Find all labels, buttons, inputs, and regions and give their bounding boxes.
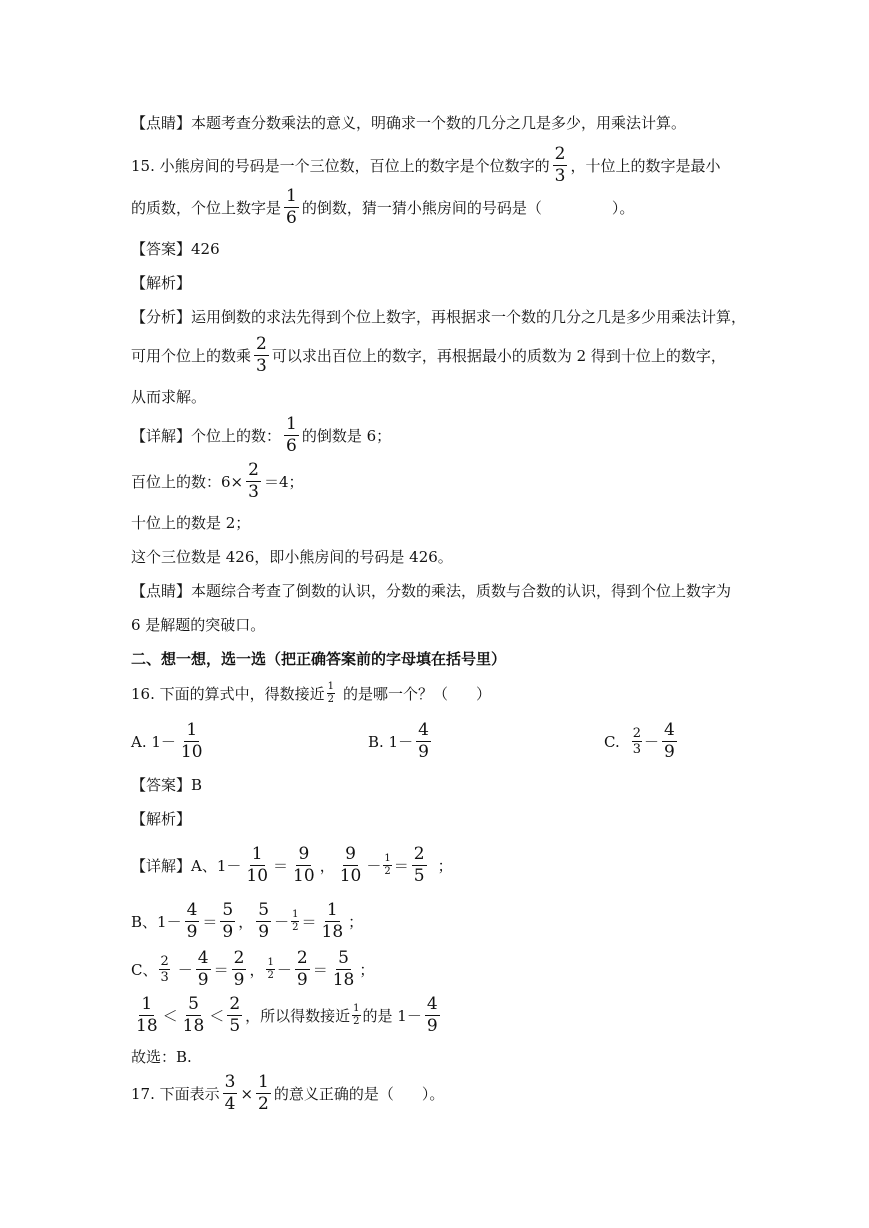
fraction-1-6: $\frac{1}{6}$ [286, 414, 297, 456]
answer-15: 【答案】426 [131, 240, 220, 258]
option-a: A. 1－ $\frac{1}{10}$ [131, 720, 203, 762]
xiangjie-15-line3: 十位上的数是 2； [131, 514, 251, 532]
fenxi-line1: 【分析】运用倒数的求法先得到个位上数字，再根据求一个数的几分之几是多少用乘法计算， [131, 308, 747, 326]
question-15-line2: 的质数，个位上数字是 $\frac{1}{6}$ 的倒数，猜一猜小熊房间的号码是（ ）。 [131, 186, 635, 228]
fraction-1-2: $\frac{1}{2}$ [327, 681, 334, 705]
fenxi-line3: 从而求解。 [131, 388, 207, 406]
fraction-2-3: $\frac{2}{3}$ [256, 334, 267, 376]
question-15-line1: 15. 小熊房间的号码是一个三位数，百位上的数字是个位数字的 $\frac{2}{3}$ ，十位上的数字是最小 [131, 144, 721, 186]
jiexi-15: 【解析】 [131, 274, 192, 292]
xiangjie-16-c: C、 $\frac{2}{3}$ － $\frac{4}{9}$ ＝ $\frac{2}{9}$ ， $\frac{1}{2}$ － $\frac{2}{9}$ ＝ $\frac{5}{18}$ ； [131, 948, 375, 990]
xiangjie-16-compare: $\frac{1}{18}$ ＜ $\frac{5}{18}$ ＜ $\frac{2}{5}$ ，所以得数接近 $\frac{1}{2}$ 的是 1－ $\frac{4}{9}$ [136, 994, 438, 1036]
option-c: C. $\frac{2}{3}$ － $\frac{4}{9}$ [604, 720, 675, 762]
question-17: 17. 下面表示 $\frac{3}{4}$ × $\frac{1}{2}$ 的意义正确的是（ ）。 [131, 1072, 445, 1114]
fraction-1-6: $\frac{1}{6}$ [286, 186, 297, 228]
dianjing-15-line2: 6 是解题的突破口。 [131, 616, 266, 634]
fenxi-line2: 可用个位上的数乘 $\frac{2}{3}$ 可以求出百位上的数字，再根据最小的质数为 2 得到十位上的数字， [131, 334, 726, 376]
xiangjie-16-b: B、1－ $\frac{4}{9}$ ＝ $\frac{5}{9}$ ， $\frac{5}{9}$ － $\frac{1}{2}$ ＝ $\frac{1}{18}$ ； [131, 900, 364, 942]
xiangjie-16-a: 【详解】A、1－ $\frac{1}{10}$ ＝ $\frac{9}{10}$ ， $\frac{9}{10}$ － $\frac{1}{2}$ ＝ $\frac{2}{5}$ ； [131, 844, 453, 886]
xiangjie-15-line4: 这个三位数是 426，即小熊房间的号码是 426。 [131, 548, 453, 566]
choose-16: 故选：B. [131, 1048, 192, 1066]
option-b: B. 1－ $\frac{4}{9}$ [368, 720, 429, 762]
xiangjie-15-line2: 百位上的数：6× $\frac{2}{3}$ ＝4； [131, 460, 304, 502]
fraction-2-3: $\frac{2}{3}$ [554, 144, 566, 186]
xiangjie-15-line1: 【详解】个位上的数： $\frac{1}{6}$ 的倒数是 6； [131, 414, 392, 456]
question-16: 16. 下面的算式中，得数接近 $\frac{1}{2}$ 的是哪一个？（ ） [131, 681, 492, 705]
jiexi-16: 【解析】 [131, 810, 192, 828]
fraction-2-3: $\frac{2}{3}$ [248, 460, 259, 502]
section-2-heading: 二、想一想，选一选（把正确答案前的字母填在括号里） [131, 650, 507, 668]
answer-16: 【答案】B [131, 776, 203, 794]
dianjing-15-line1: 【点睛】本题综合考查了倒数的认识，分数的乘法，质数与合数的认识，得到个位上数字为 [131, 582, 732, 600]
dianjing-14: 【点睛】本题考查分数乘法的意义，明确求一个数的几分之几是多少，用乘法计算。 [131, 114, 687, 132]
